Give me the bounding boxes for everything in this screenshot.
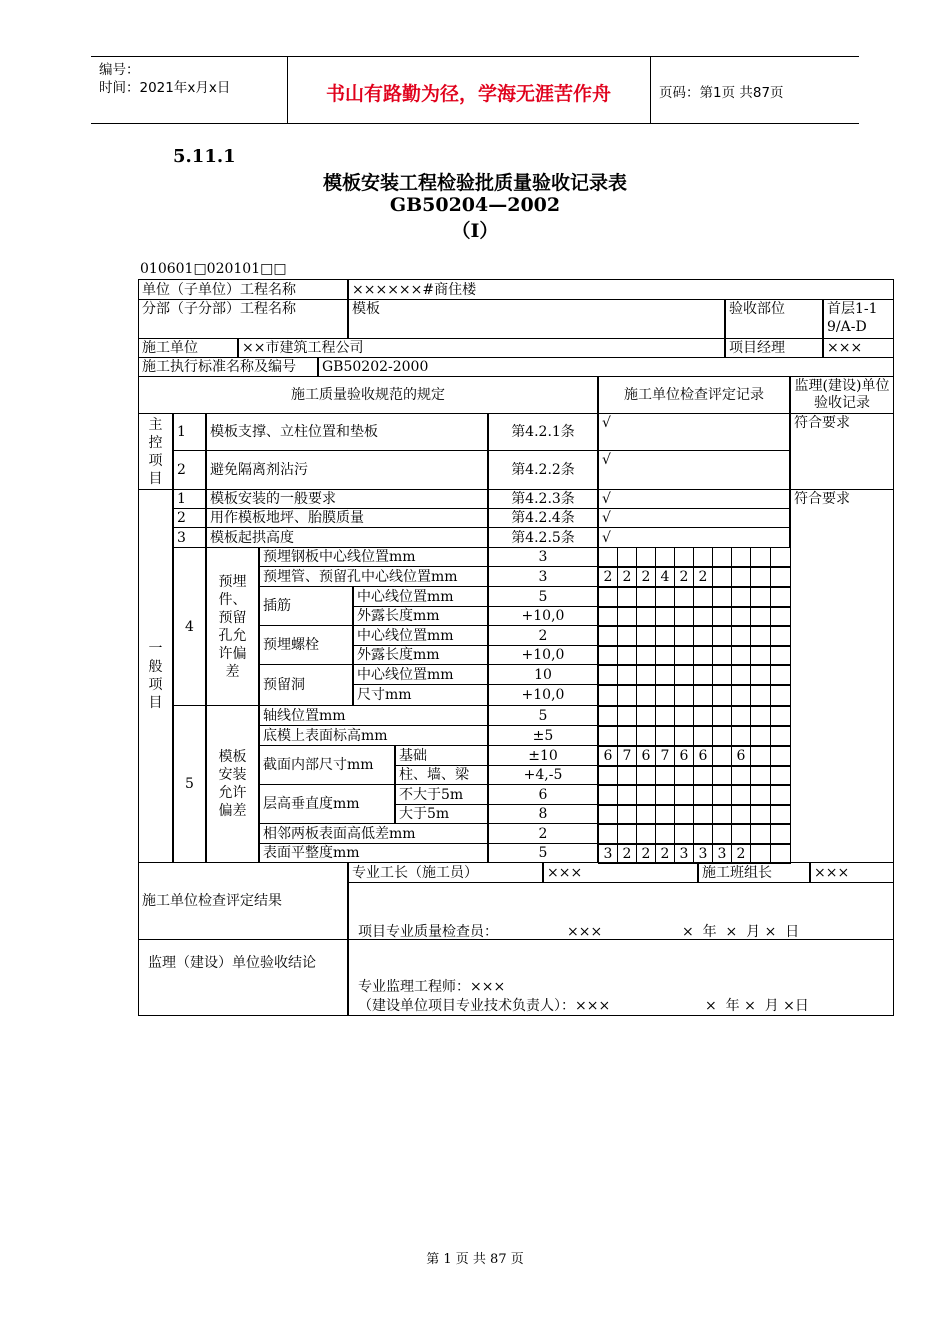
rebar-a: 中心线位置mm [353, 586, 488, 607]
main-items-label: 主控项目 [138, 413, 173, 490]
spec-header: 施工质量验收规范的规定 [138, 376, 598, 414]
measurement-cell [674, 586, 694, 608]
measurement-cell: 2 [617, 843, 637, 864]
measurement-cell [617, 804, 637, 825]
item5-r1: 轴线位置mm [259, 705, 488, 726]
general-item-no: 1 [173, 489, 206, 509]
measurement-cell [598, 625, 618, 647]
measurement-cell [674, 784, 694, 806]
supervision-date: × 年 × 月 ×日 [705, 998, 809, 1014]
measurement-cell [712, 823, 732, 845]
time-label: 时间：2021年x月x日 [99, 80, 231, 96]
measurement-cell [693, 823, 713, 845]
measurement-cell [655, 586, 675, 608]
measurement-cell [655, 725, 675, 747]
hole-a-value: 10 [488, 664, 598, 685]
measurement-cell: 6 [674, 745, 694, 767]
measurement-cell: 6 [731, 745, 751, 767]
measurement-cell: 3 [674, 843, 694, 864]
measurement-cell: 2 [655, 843, 675, 864]
vertical-b: 大于5m [395, 804, 488, 824]
measurement-cell [750, 645, 771, 666]
measurement-cell [750, 843, 771, 864]
measurement-cell [693, 645, 713, 666]
general-item-check: √ [598, 508, 790, 528]
main-item-check: √ [598, 450, 790, 490]
bolt-a-value: 2 [488, 625, 598, 646]
measurement-cell [750, 784, 771, 806]
measurement-cell [617, 705, 637, 727]
measurement-cell [598, 823, 618, 845]
measurement-cell [750, 586, 771, 608]
header-divider [650, 57, 651, 123]
subtitle: （Ⅰ） [451, 220, 499, 242]
check-header: 施工单位检查评定记录 [598, 376, 790, 414]
measurement-cell [750, 823, 771, 845]
measurement-cell: 6 [693, 745, 713, 767]
main-items-result: 符合要求 [790, 413, 894, 490]
bolt-b-value: +10,0 [488, 645, 598, 665]
measurement-cell [674, 823, 694, 845]
measurement-cell [655, 804, 675, 825]
measurement-cell [636, 664, 656, 686]
section-number: 5.11.1 [173, 146, 236, 167]
item5-r3-value: 2 [488, 823, 598, 844]
measurement-cell: 2 [693, 566, 713, 588]
measurement-cell [655, 625, 675, 647]
measurement-cell [636, 804, 656, 825]
item4-r1-value: 3 [488, 547, 598, 567]
measurement-cell: 3 [598, 843, 618, 864]
contractor-result-label: 施工单位检查评定结果 [138, 862, 348, 940]
measurement-cell [731, 765, 751, 786]
measurement-cell [693, 606, 713, 627]
main-item-clause: 第4.2.2条 [488, 450, 598, 490]
measurement-cell [693, 765, 713, 786]
measurement-cell [598, 606, 618, 627]
supervision-result-label: 监理（建设）单位验收结论 [138, 939, 348, 1016]
measurement-cell: 4 [655, 566, 675, 588]
vertical-b-value: 8 [488, 804, 598, 824]
measurement-cell [770, 606, 791, 627]
measurement-cell [598, 547, 618, 568]
measurement-cell [693, 625, 713, 647]
header-meta [99, 61, 230, 97]
measurement-cell [712, 586, 732, 608]
subproject-label: 分部（子分部）工程名称 [138, 299, 348, 339]
measurement-cell [712, 725, 732, 747]
measurement-cell: 2 [674, 566, 694, 588]
measurement-cell [770, 745, 791, 767]
measurement-cell [655, 645, 675, 666]
measurement-cell [655, 684, 675, 707]
measurement-cell [674, 625, 694, 647]
measurement-cell [712, 784, 732, 806]
general-item-name: 模板安装的一般要求 [206, 489, 488, 509]
measurement-cell [617, 645, 637, 666]
measurement-cell: 7 [617, 745, 637, 767]
item5-r2-value: ±5 [488, 725, 598, 746]
contractor-label: 施工单位 [138, 338, 238, 358]
part-value: 首层1-19/A-D [823, 299, 894, 339]
standard-code: GB50204—2002 [389, 194, 561, 216]
vertical-a: 不大于5m [395, 784, 488, 805]
inspection-date: × 年 × 月 × 日 [682, 924, 800, 940]
measurement-cell [770, 645, 791, 666]
measurement-cell [598, 765, 618, 786]
measurement-cell [693, 784, 713, 806]
bolt-a: 中心线位置mm [353, 625, 488, 646]
hole-b-value: +10,0 [488, 684, 598, 706]
general-items-label: 一般项目 [138, 489, 173, 863]
measurement-cell [674, 664, 694, 686]
vertical-label: 层高垂直度mm [259, 784, 395, 824]
general-item-clause: 第4.2.3条 [488, 489, 598, 509]
item4-no: 4 [173, 547, 206, 706]
main-item-name: 模板支撑、立柱位置和垫板 [206, 413, 488, 451]
measurement-cell [636, 765, 656, 786]
measurement-cell [617, 725, 637, 747]
manager-value: ××× [823, 338, 894, 358]
foreman-label: 专业工长（施工员） [348, 862, 543, 883]
measurement-cell: 7 [655, 745, 675, 767]
rebar-b: 外露长度mm [353, 606, 488, 626]
measurement-cell [731, 625, 751, 647]
measurement-cell [731, 725, 751, 747]
measurement-cell [770, 547, 791, 568]
measurement-cell [712, 664, 732, 686]
item5-no: 5 [173, 705, 206, 863]
measurement-cell [674, 645, 694, 666]
measurement-cell [598, 784, 618, 806]
general-item-check: √ [598, 489, 790, 509]
measurement-cell [598, 705, 618, 727]
measurement-cell [770, 705, 791, 727]
measurement-cell [731, 606, 751, 627]
item5-r1-value: 5 [488, 705, 598, 726]
item4-group: 预埋件、预留孔允许偏差 [206, 547, 259, 706]
measurement-cell [712, 804, 732, 825]
measurement-cell: 2 [598, 566, 618, 588]
supervision-header: 监理(建设)单位验收记录 [790, 376, 894, 414]
measurement-cell [655, 823, 675, 845]
measurement-cell [693, 804, 713, 825]
measurement-cell [712, 645, 732, 666]
measurement-cell [731, 784, 751, 806]
form-code: 010601□020101□□ [140, 261, 287, 277]
measurement-cell: 2 [731, 843, 751, 864]
measurement-cell [770, 823, 791, 845]
item4-r1: 预埋钢板中心线位置mm [259, 547, 488, 567]
measurement-cell [693, 547, 713, 568]
measurement-cell [598, 725, 618, 747]
measurement-cell [674, 705, 694, 727]
page-indicator: 页码：第1页 共87页 [659, 85, 784, 101]
measurement-cell [636, 684, 656, 707]
measurement-cell [770, 725, 791, 747]
measurement-cell [770, 664, 791, 686]
measurement-cell [750, 804, 771, 825]
general-item-check: √ [598, 527, 790, 548]
measurement-cell [750, 705, 771, 727]
measurement-cell [617, 823, 637, 845]
page-footer: 第 1 页 共 87 页 [426, 1252, 524, 1267]
hole-label: 预留洞 [259, 664, 353, 706]
measurement-cell: 2 [617, 566, 637, 588]
measurement-cell [617, 684, 637, 707]
measurement-cell: 3 [712, 843, 732, 864]
item4-r2: 预埋管、预留孔中心线位置mm [259, 566, 488, 587]
main-item-no: 1 [173, 413, 206, 451]
measurement-cell [770, 843, 791, 864]
measurement-cell [674, 547, 694, 568]
item5-r4: 表面平整度mm [259, 843, 488, 863]
bolt-label: 预埋螺栓 [259, 625, 353, 665]
section-b-value: +4,-5 [488, 765, 598, 785]
measurement-cell [731, 823, 751, 845]
item5-r3: 相邻两板表面高低差mm [259, 823, 488, 844]
measurement-cell [750, 725, 771, 747]
project-label: 单位（子单位）工程名称 [138, 279, 348, 300]
item5-r4-value: 5 [488, 843, 598, 863]
measurement-cell [770, 566, 791, 588]
standard-value: GB50202-2000 [318, 357, 894, 377]
measurement-cell [712, 606, 732, 627]
measurement-cell [636, 705, 656, 727]
measurement-cell [617, 625, 637, 647]
measurement-cell [655, 765, 675, 786]
measurement-cell [712, 705, 732, 727]
measurement-cell [770, 765, 791, 786]
owner-representative: （建设单位项目专业技术负责人）：××× [358, 998, 611, 1014]
general-item-clause: 第4.2.5条 [488, 527, 598, 548]
measurement-cell [655, 705, 675, 727]
measurement-cell [750, 745, 771, 767]
rebar-a-value: 5 [488, 586, 598, 607]
measurement-cell [750, 606, 771, 627]
measurement-cell [770, 684, 791, 707]
general-items-result: 符合要求 [790, 489, 894, 863]
inspection-table [139, 280, 895, 1017]
measurement-cell: 6 [598, 745, 618, 767]
measurement-cell [731, 645, 751, 666]
measurement-cell [617, 765, 637, 786]
measurement-cell: 2 [636, 566, 656, 588]
measurement-cell [731, 547, 751, 568]
vertical-a-value: 6 [488, 784, 598, 805]
measurement-cell [731, 664, 751, 686]
general-item-name: 模板起拱高度 [206, 527, 488, 548]
bolt-b: 外露长度mm [353, 645, 488, 665]
measurement-cell [712, 765, 732, 786]
inspector-label: 项目专业质量检查员： [358, 924, 498, 940]
number-label: 编号： [99, 62, 140, 78]
hole-a: 中心线位置mm [353, 664, 488, 685]
supervising-engineer: 专业监理工程师：××× [358, 979, 506, 995]
measurement-cell [770, 784, 791, 806]
measurement-cell [731, 566, 751, 588]
measurement-cell [693, 684, 713, 707]
measurement-cell [636, 586, 656, 608]
measurement-cell [598, 664, 618, 686]
measurement-cell [598, 804, 618, 825]
general-item-no: 2 [173, 508, 206, 528]
measurement-cell [693, 705, 713, 727]
measurement-cell [655, 664, 675, 686]
measurement-cell [693, 586, 713, 608]
measurement-cell [750, 566, 771, 588]
inspector-value: ××× [567, 924, 603, 940]
section-a: 基础 [395, 745, 488, 766]
team-value: ××× [810, 862, 894, 883]
measurement-cell [636, 625, 656, 647]
page-title: 模板安装工程检验批质量验收记录表 [322, 172, 627, 194]
rebar-label: 插筋 [259, 586, 353, 626]
contractor-value: ××市建筑工程公司 [238, 338, 725, 358]
measurement-cell [636, 606, 656, 627]
measurement-cell [617, 586, 637, 608]
measurement-cell [731, 804, 751, 825]
measurement-cell [598, 586, 618, 608]
measurement-cell [617, 547, 637, 568]
subproject-value: 模板 [348, 299, 725, 339]
measurement-cell [693, 664, 713, 686]
measurement-cell [731, 586, 751, 608]
measurement-cell [750, 684, 771, 707]
measurement-cell [674, 725, 694, 747]
measurement-cell [636, 547, 656, 568]
section-a-value: ±10 [488, 745, 598, 766]
general-item-no: 3 [173, 527, 206, 548]
item5-group: 模板安装允许偏差 [206, 705, 259, 863]
measurement-cell [636, 784, 656, 806]
measurement-cell [750, 625, 771, 647]
rebar-b-value: +10,0 [488, 606, 598, 626]
measurement-cell [674, 804, 694, 825]
section-b: 柱、墙、梁 [395, 765, 488, 785]
measurement-cell: 6 [636, 745, 656, 767]
measurement-cell [731, 705, 751, 727]
measurement-cell [750, 765, 771, 786]
standard-label: 施工执行标准名称及编号 [138, 357, 318, 377]
page-header [91, 56, 859, 124]
measurement-cell [617, 606, 637, 627]
main-item-name: 避免隔离剂沾污 [206, 450, 488, 490]
main-item-no: 2 [173, 450, 206, 490]
main-item-clause: 第4.2.1条 [488, 413, 598, 451]
measurement-cell [617, 664, 637, 686]
measurement-cell [598, 645, 618, 666]
measurement-cell [731, 684, 751, 707]
measurement-cell: 3 [693, 843, 713, 864]
item4-r2-value: 3 [488, 566, 598, 587]
measurement-cell [712, 684, 732, 707]
measurement-cell [655, 547, 675, 568]
main-item-check: √ [598, 413, 790, 451]
hole-b: 尺寸mm [353, 684, 488, 706]
measurement-cell [712, 547, 732, 568]
measurement-cell [598, 684, 618, 707]
measurement-cell [617, 784, 637, 806]
measurement-cell [674, 684, 694, 707]
measurement-cell [712, 625, 732, 647]
measurement-cell [636, 725, 656, 747]
motto: 书山有路勤为径，学海无涯苦作舟 [325, 83, 611, 105]
measurement-cell: 2 [636, 843, 656, 864]
measurement-cell [674, 765, 694, 786]
measurement-cell [674, 606, 694, 627]
part-label: 验收部位 [725, 299, 823, 339]
measurement-cell [750, 664, 771, 686]
project-value: ××××××#商住楼 [348, 279, 894, 300]
manager-label: 项目经理 [725, 338, 823, 358]
measurement-cell [693, 725, 713, 747]
item5-r2: 底模上表面标高mm [259, 725, 488, 746]
measurement-cell [655, 606, 675, 627]
section-label: 截面内部尺寸mm [259, 745, 395, 785]
measurement-cell [712, 566, 732, 588]
measurement-cell [770, 625, 791, 647]
measurement-cell [770, 586, 791, 608]
measurement-cell [655, 784, 675, 806]
general-item-name: 用作模板地坪、胎膜质量 [206, 508, 488, 528]
foreman-value: ××× [543, 862, 698, 883]
measurement-cell [636, 645, 656, 666]
measurement-cell [750, 547, 771, 568]
measurement-cell [770, 804, 791, 825]
team-label: 施工班组长 [698, 862, 810, 883]
general-item-clause: 第4.2.4条 [488, 508, 598, 528]
measurement-cell [636, 823, 656, 845]
measurement-cell [712, 745, 732, 767]
